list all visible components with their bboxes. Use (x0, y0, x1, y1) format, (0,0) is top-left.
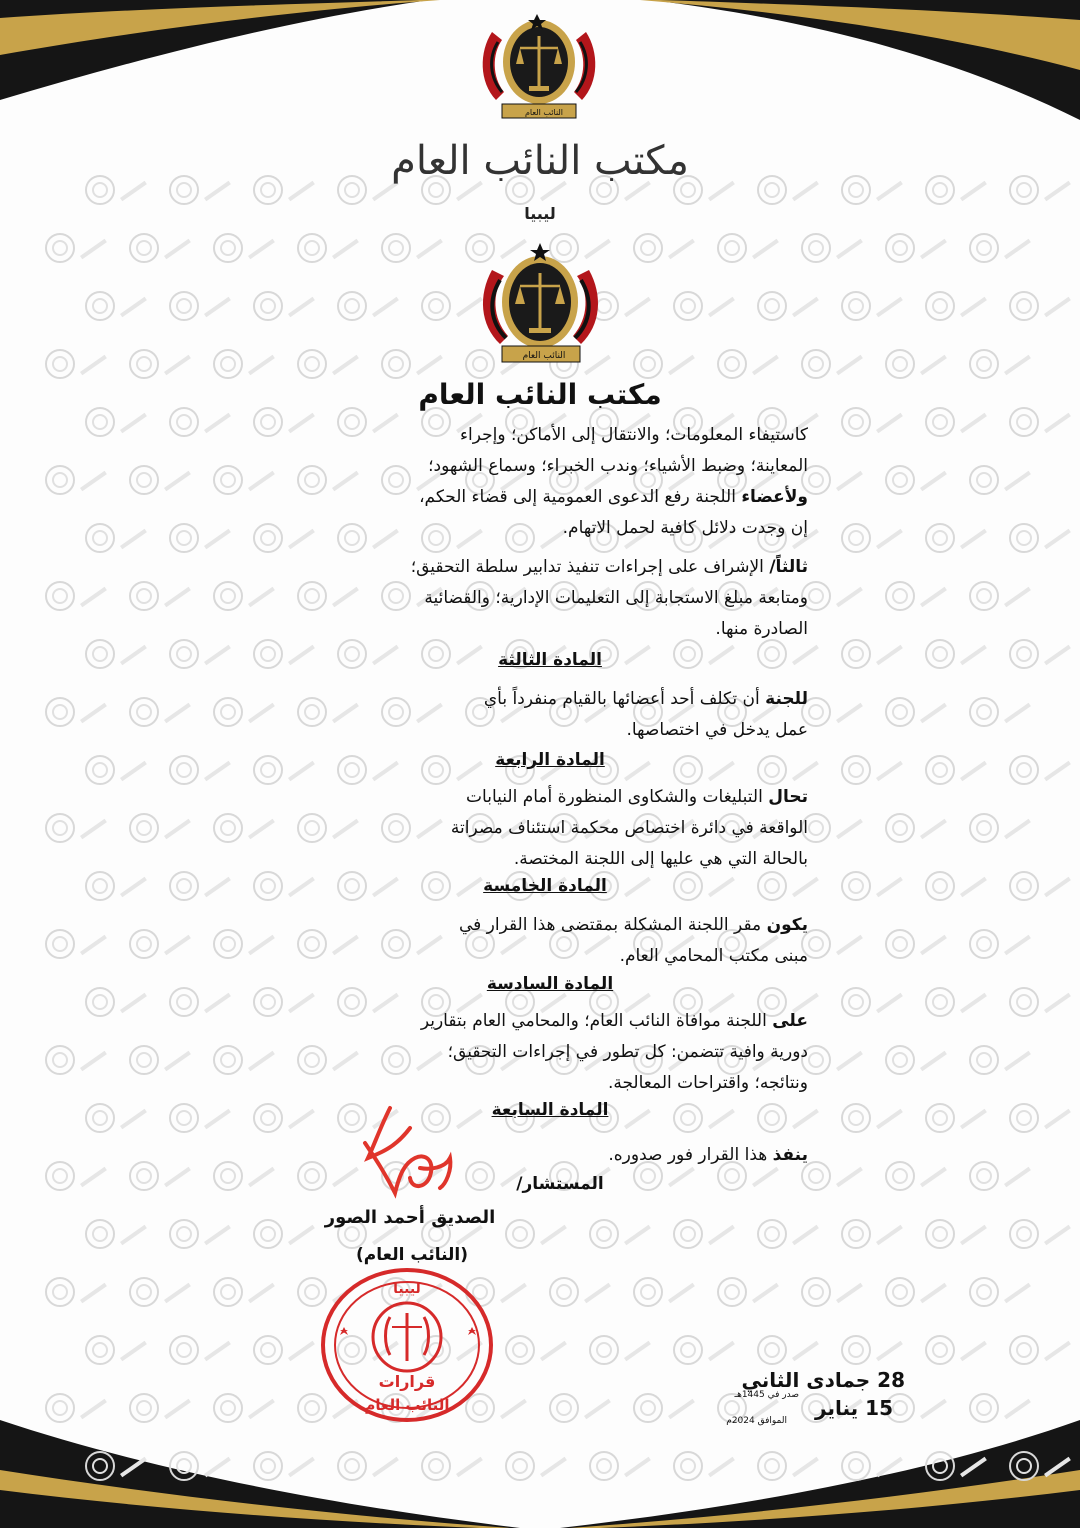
watermark-rosette (674, 756, 735, 784)
watermark-rosette (842, 1452, 903, 1480)
watermark-rosette (254, 1104, 315, 1132)
watermark-rosette (46, 234, 107, 262)
watermark-rosette (802, 466, 863, 494)
watermark-rosette (842, 872, 903, 900)
watermark-rosette (298, 234, 359, 262)
watermark-rosette (254, 1336, 315, 1364)
watermark-rosette (802, 350, 863, 378)
watermark-rosette (842, 756, 903, 784)
watermark-rosette (170, 1220, 231, 1248)
watermark-rosette (970, 1394, 1031, 1422)
watermark-rosette (214, 1162, 275, 1190)
watermark-rosette (214, 350, 275, 378)
line-text: اللجنة موافاة النائب العام؛ والمحامي العام بتقارير (420, 1011, 773, 1031)
watermark-rosette (970, 234, 1031, 262)
watermark-rosette (130, 1046, 191, 1074)
hijri-label: صدر في (767, 1390, 799, 1400)
paragraph-line (293, 1006, 808, 1037)
watermark-rosette (970, 466, 1031, 494)
watermark-rosette (886, 582, 947, 610)
paragraph-line: إن وجدت دلائل كافية لحمل الاتهام. (562, 518, 808, 538)
watermark-rosette (170, 640, 231, 668)
watermark-rosette (86, 408, 147, 436)
watermark-rosette (802, 1162, 863, 1190)
watermark-rosette (674, 292, 735, 320)
bold-lead: ينفذ (772, 1145, 808, 1165)
watermark-rosette (926, 756, 987, 784)
watermark-rosette (86, 524, 147, 552)
paragraph-line: الواقعة في دائرة اختصاص محكمة استئناف مصراتة (450, 818, 808, 838)
watermark-rosette (842, 176, 903, 204)
watermark-rosette (86, 176, 147, 204)
watermark-rosette (926, 1452, 987, 1480)
watermark-rosette (758, 292, 819, 320)
watermark-rosette (170, 1452, 231, 1480)
paragraph-third (293, 552, 808, 645)
bold-lead: تحال (768, 787, 808, 807)
country-label: ليبيا (524, 204, 556, 223)
paragraph-line: ونتائجه؛ واقتراحات المعالجة. (607, 1073, 808, 1093)
watermark-rosette (718, 1278, 779, 1306)
center-emblem-logo (478, 240, 603, 370)
watermark-rosette (86, 756, 147, 784)
watermark-rosette (886, 698, 947, 726)
office-title: مكتب النائب العام (418, 378, 662, 411)
watermark-rosette (758, 872, 819, 900)
line-text: الإشراف على إجراءات تنفيذ تدابير سلطة التحقيق؛ (410, 557, 770, 577)
hijri-date (742, 1368, 905, 1392)
article-4-body (293, 782, 808, 875)
paragraph-line: مبنى مكتب المحامي العام. (619, 946, 808, 966)
watermark-rosette (886, 350, 947, 378)
watermark-rosette (214, 1046, 275, 1074)
watermark-rosette (170, 756, 231, 784)
line-text: مقر اللجنة المشكلة بمقتضى هذا القرار في (458, 915, 767, 935)
watermark-rosette (86, 988, 147, 1016)
top-emblem-logo (474, 12, 604, 122)
watermark-rosette (1010, 640, 1071, 668)
bold-lead: ولأعضاء (741, 487, 808, 507)
watermark-rosette (46, 350, 107, 378)
watermark-rosette (170, 292, 231, 320)
watermark-rosette (926, 1220, 987, 1248)
watermark-rosette (970, 698, 1031, 726)
stamp-top-text: ليبيا (393, 1281, 421, 1297)
paragraph-procedures (293, 420, 808, 544)
watermark-rosette (422, 292, 483, 320)
watermark-rosette (1010, 176, 1071, 204)
article-4-heading: المادة الرابعة (495, 750, 605, 770)
watermark-rosette (46, 814, 107, 842)
paragraph-line (293, 552, 808, 583)
gregorian-date (815, 1396, 893, 1420)
watermark-rosette (802, 1278, 863, 1306)
watermark-rosette (550, 1394, 611, 1422)
watermark-rosette (130, 930, 191, 958)
watermark-rosette (254, 1452, 315, 1480)
watermark-rosette (674, 1452, 735, 1480)
watermark-rosette (1010, 1336, 1071, 1364)
watermark-rosette (674, 1104, 735, 1132)
watermark-rosette (674, 872, 735, 900)
watermark-rosette (46, 1162, 107, 1190)
watermark-rosette (338, 292, 399, 320)
watermark-rosette (86, 1104, 147, 1132)
article-3-body (293, 684, 808, 746)
watermark-rosette (758, 1336, 819, 1364)
watermark-rosette (926, 872, 987, 900)
watermark-rosette (130, 1278, 191, 1306)
watermark-rosette (214, 698, 275, 726)
watermark-rosette (926, 640, 987, 668)
watermark-rosette (46, 1278, 107, 1306)
watermark-rosette (590, 1220, 651, 1248)
article-6-heading: المادة السادسة (486, 974, 614, 994)
watermark-rosette (802, 1046, 863, 1074)
watermark-rosette (130, 814, 191, 842)
watermark-rosette (842, 292, 903, 320)
paragraph-line: بالحالة التي هي عليها إلى اللجنة المختصة. (513, 849, 808, 869)
watermark-rosette (718, 234, 779, 262)
watermark-rosette (170, 524, 231, 552)
watermark-rosette (590, 1336, 651, 1364)
watermark-rosette (970, 350, 1031, 378)
watermark-rosette (298, 350, 359, 378)
paragraph-line (293, 910, 808, 941)
hijri-day-month: 28 جمادى الثاني (741, 1368, 905, 1392)
article-3-heading: المادة الثالثة (498, 650, 602, 670)
watermark-rosette (842, 1104, 903, 1132)
article-5-heading: المادة الخامسة (483, 876, 607, 896)
gregorian-line (726, 1416, 787, 1426)
watermark-rosette (214, 466, 275, 494)
watermark-rosette (886, 1046, 947, 1074)
watermark-rosette (1010, 1220, 1071, 1248)
watermark-rosette (842, 988, 903, 1016)
watermark-rosette (86, 1336, 147, 1364)
stamp-inner-text: قرارات (378, 1372, 436, 1391)
watermark-rosette (758, 1104, 819, 1132)
paragraph-line: الصادرة منها. (715, 619, 808, 639)
paragraph-line: المعاينة؛ وضبط الأشياء؛ وندب الخبراء؛ وسماع الشهود؛ (428, 456, 808, 476)
watermark-rosette (758, 756, 819, 784)
watermark-rosette (254, 292, 315, 320)
watermark-rosette (46, 466, 107, 494)
office-calligraphy-heading: مكتب النائب العام (391, 138, 689, 184)
watermark-rosette (130, 1162, 191, 1190)
watermark-rosette (86, 1452, 147, 1480)
paragraph-line (293, 782, 808, 813)
watermark-rosette (506, 1336, 567, 1364)
article-7-heading: المادة السابعة (491, 1100, 609, 1120)
article-5-body (293, 910, 808, 972)
watermark-rosette (46, 582, 107, 610)
watermark-rosette (130, 466, 191, 494)
watermark-rosette (1010, 1452, 1071, 1480)
line-text: اللجنة رفع الدعوى العمومية إلى قضاء الحكم، (419, 487, 742, 507)
watermark-rosette (970, 930, 1031, 958)
line-text: هذا القرار فور صدوره. (608, 1145, 773, 1165)
watermark-rosette (1010, 292, 1071, 320)
watermark-rosette (842, 1336, 903, 1364)
watermark-rosette (926, 408, 987, 436)
line-text: أن تكلف أحد أعضائها بالقيام منفرداً بأي (483, 689, 766, 709)
watermark-rosette (46, 1394, 107, 1422)
watermark-rosette (214, 1394, 275, 1422)
watermark-rosette (338, 872, 399, 900)
watermark-rosette (338, 1452, 399, 1480)
watermark-rosette (802, 698, 863, 726)
watermark-rosette (214, 234, 275, 262)
watermark-rosette (170, 408, 231, 436)
paragraph-line (293, 684, 808, 715)
watermark-rosette (718, 350, 779, 378)
emblem-label-top: النائب العام (524, 108, 564, 117)
watermark-rosette (46, 930, 107, 958)
watermark-rosette (886, 1278, 947, 1306)
watermark-rosette (970, 1278, 1031, 1306)
watermark-rosette (422, 1452, 483, 1480)
paragraph-line: دورية وافية تتضمن: كل تطور في إجراءات التحقيق؛ (447, 1042, 808, 1062)
watermark-rosette (926, 1336, 987, 1364)
watermark-rosette (1010, 988, 1071, 1016)
signatory-role: (النائب العام) (355, 1245, 469, 1265)
watermark-rosette (926, 524, 987, 552)
bold-lead: ثالثاً/ (769, 557, 808, 577)
bold-lead: للجنة (765, 689, 808, 709)
paragraph-line: عمل يدخل في اختصاصها. (626, 720, 808, 740)
watermark-rosette (970, 1162, 1031, 1190)
watermark-rosette (214, 930, 275, 958)
watermark-rosette (926, 1104, 987, 1132)
watermark-rosette (254, 756, 315, 784)
watermark-rosette (254, 872, 315, 900)
watermark-rosette (802, 582, 863, 610)
line-text: التبليغات والشكاوى المنظورة أمام النيابات (466, 787, 769, 807)
watermark-rosette (86, 872, 147, 900)
bold-lead: على (772, 1011, 808, 1031)
watermark-rosette (130, 1394, 191, 1422)
watermark-rosette (170, 1104, 231, 1132)
watermark-rosette (802, 234, 863, 262)
watermark-rosette (674, 1220, 735, 1248)
watermark-rosette (842, 640, 903, 668)
watermark-rosette (506, 1452, 567, 1480)
paragraph-line (293, 482, 808, 513)
watermark-rosette (842, 524, 903, 552)
watermark-rosette (886, 234, 947, 262)
gregorian-day-month: 15 يناير (815, 1396, 893, 1420)
bold-lead: يكون (766, 915, 808, 935)
watermark-rosette (970, 814, 1031, 842)
watermark-rosette (590, 1452, 651, 1480)
watermark-rosette (130, 350, 191, 378)
watermark-rosette (886, 466, 947, 494)
watermark-rosette (46, 698, 107, 726)
article-6-body (293, 1006, 808, 1099)
watermark-rosette (170, 872, 231, 900)
watermark-rosette (86, 640, 147, 668)
watermark-rosette (634, 1394, 695, 1422)
watermark-rosette (842, 408, 903, 436)
watermark-rosette (214, 1278, 275, 1306)
watermark-rosette (170, 176, 231, 204)
watermark-rosette (886, 1162, 947, 1190)
watermark-rosette (926, 988, 987, 1016)
watermark-rosette (1010, 408, 1071, 436)
watermark-rosette (382, 350, 443, 378)
watermark-rosette (338, 756, 399, 784)
paragraph-line: كاستيفاء المعلومات؛ والانتقال إلى الأماكن؛ وإجراء (460, 425, 808, 445)
watermark-rosette (970, 1046, 1031, 1074)
watermark-rosette (382, 234, 443, 262)
watermark-rosette (970, 582, 1031, 610)
watermark-rosette (86, 292, 147, 320)
watermark-rosette (634, 350, 695, 378)
watermark-rosette (130, 234, 191, 262)
watermark-rosette (130, 698, 191, 726)
watermark-rosette (46, 1046, 107, 1074)
watermark-rosette (802, 930, 863, 958)
watermark-rosette (634, 1278, 695, 1306)
watermark-rosette (674, 1336, 735, 1364)
watermark-rosette (550, 1278, 611, 1306)
watermark-rosette (926, 292, 987, 320)
watermark-rosette (130, 582, 191, 610)
watermark-rosette (214, 582, 275, 610)
watermark-rosette (1010, 524, 1071, 552)
hijri-year: 1445هـ (734, 1390, 765, 1400)
watermark-rosette (1010, 872, 1071, 900)
watermark-rosette (170, 1336, 231, 1364)
watermark-rosette (1010, 756, 1071, 784)
date-block (705, 1368, 905, 1428)
watermark-rosette (758, 1452, 819, 1480)
gregorian-year: 2024م (726, 1416, 755, 1426)
emblem-label-center: النائب العام (522, 351, 566, 361)
gregorian-label: الموافق (757, 1416, 787, 1426)
watermark-rosette (842, 1220, 903, 1248)
watermark-rosette (886, 814, 947, 842)
watermark-rosette (758, 1220, 819, 1248)
handwritten-signature (350, 1098, 460, 1208)
watermark-rosette (214, 814, 275, 842)
stamp-outer-text: النائب العام (364, 1396, 450, 1414)
watermark-rosette (86, 1220, 147, 1248)
watermark-rosette (802, 814, 863, 842)
signatory-name: الصديق أحمد الصور (324, 1207, 496, 1228)
official-stamp (318, 1265, 496, 1425)
hijri-line (734, 1390, 799, 1400)
paragraph-line: ومتابعة مبلغ الاستجابة إلى التعليمات الإدارية؛ والقضائية (424, 588, 808, 608)
watermark-rosette (886, 930, 947, 958)
watermark-rosette (170, 988, 231, 1016)
watermark-rosette (634, 234, 695, 262)
signatory-title: المستشار/ (516, 1174, 604, 1194)
watermark-rosette (926, 176, 987, 204)
watermark-rosette (1010, 1104, 1071, 1132)
